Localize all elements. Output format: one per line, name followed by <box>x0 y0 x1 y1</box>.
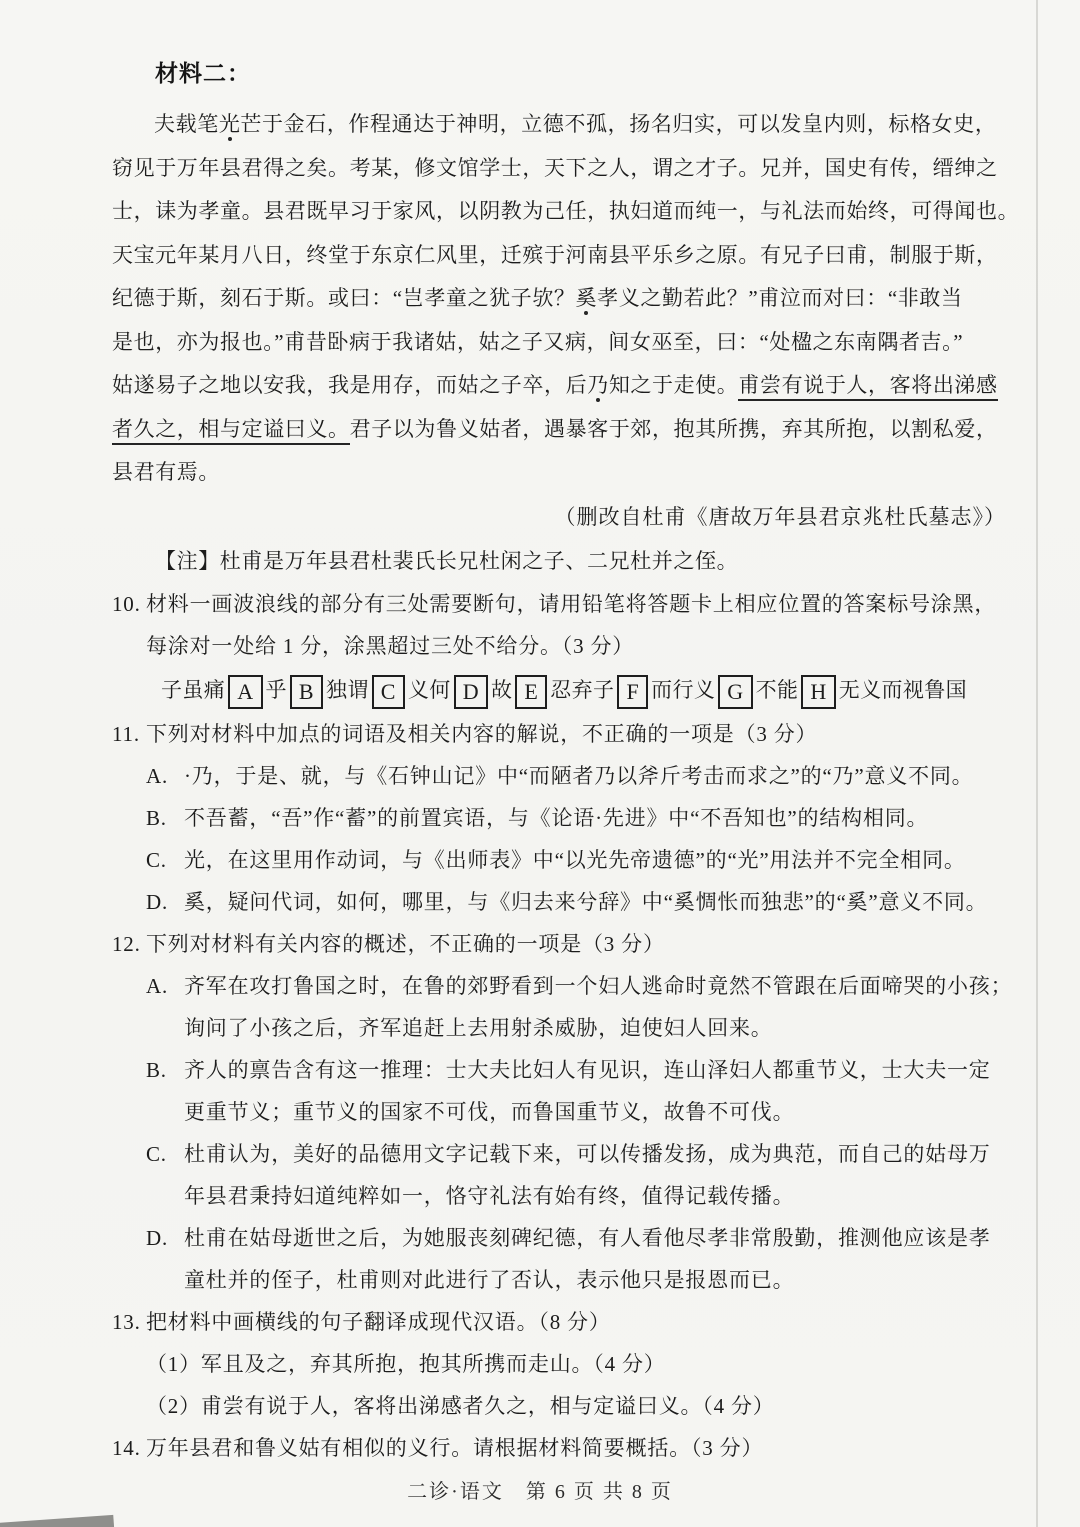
question-stem: 下列对材料有关内容的概述，不正确的一项是（3 分） <box>146 931 665 956</box>
text-run: 故 <box>490 677 513 702</box>
text-run: 孝义之勤若此？”甫泣而对曰：“非敢当 <box>597 286 963 310</box>
text-run: 独谓 <box>325 677 369 702</box>
option-c <box>146 839 1014 881</box>
text-run: 义何 <box>407 677 451 702</box>
question-number: 14. <box>112 1435 141 1460</box>
page-footer: 二诊·语文 第 6 页 共 8 页 <box>407 1481 673 1503</box>
option-label: B. <box>146 805 167 830</box>
question-10 <box>112 583 1014 713</box>
dotted-word: 光 <box>218 112 241 136</box>
question-body <box>146 1301 1014 1427</box>
option-text-line: 更重节义；重节义的国家不可伐，而鲁国重节义，故鲁不可伐。 <box>184 1099 795 1124</box>
option-text-line: 询问了小孩之后，齐军追赶上去用射杀威胁，迫使妇人回来。 <box>184 1015 773 1040</box>
text-run: 县君有焉。 <box>112 460 220 484</box>
text-run: 窃见于万年县君得之矣。考某，修文馆学士，天下之人，谓之才子。兄并，国史有传，缙绅之 <box>112 155 998 180</box>
question-stem: 下列对材料中加点的词语及相关内容的解说，不正确的一项是（3 分） <box>146 721 818 746</box>
passage-note: 【注】杜甫是万年县君杜裴氏长兄杜闲之子、二兄杜并之侄。 <box>155 548 739 573</box>
option-text-line: 年县君秉持妇道纯粹如一，恪守礼法有始有终，值得记载传播。 <box>184 1183 795 1208</box>
source-attribution: （删改自杜甫《唐故万年县君京兆杜氏墓志》） <box>554 504 1006 529</box>
text-run: 是也，亦为报也。”甫昔卧病于我诸姑，姑之子又病，间女巫至，曰：“处楹之东南隅者吉。” <box>112 329 964 354</box>
option-text-line: 光，在这里用作动词，与《出师表》中“以光先帝遗德”的“光”用法并不完全相同。 <box>184 847 966 872</box>
question-body <box>146 713 1014 923</box>
sub-question-2: （2）甫尝有说于人，客将出涕感者久之，相与定谥曰义。（4 分） <box>146 1393 775 1418</box>
question-body <box>146 923 1014 1301</box>
option-text-line: 不吾蓄，“吾”作“蓄”的前置宾语，与《论语·先进》中“不吾知也”的结构相同。 <box>184 805 929 830</box>
option-text-line: 齐人的禀告含有这一推理：士大夫比妇人有见识，连山泽妇人都重节义，士大夫一定 <box>184 1057 991 1082</box>
option-label: B. <box>146 1057 167 1082</box>
text-run: 子虽痛 <box>161 677 226 702</box>
text-run: 芒于金石，作程通达于神明，立德不孤，扬名归实，可以发皇内则，标格女史， <box>240 112 997 136</box>
option-text <box>184 1133 1014 1217</box>
option-label: A. <box>146 763 169 788</box>
answer-letter-box: B <box>290 675 323 709</box>
question-11 <box>112 713 1014 923</box>
text-run: 不能 <box>755 677 799 702</box>
text-run: 士，诔为孝童。县君既早习于家风，以阴教为己任，执妇道而纯一，与礼法而始终，可得闻也。 <box>112 199 1020 223</box>
option-a <box>146 965 1014 1049</box>
passage-line <box>112 364 1014 408</box>
question-number: 12. <box>112 931 141 956</box>
option-b <box>146 1049 1014 1133</box>
question-14 <box>112 1427 1014 1469</box>
passage-line <box>112 103 1014 147</box>
question-text-line: 每涂对一处给 1 分，涂黑超过三处不给分。（3 分） <box>146 633 635 658</box>
question-stem: 万年县君和鲁义姑有相似的义行。请根据材料简要概括。（3 分） <box>146 1435 764 1460</box>
question-text-line: 材料一画波浪线的部分有三处需要断句，请用铅笔将答题卡上相应位置的答案标号涂黑， <box>146 591 997 616</box>
option-label: C. <box>146 847 167 872</box>
text-run: 夫载笔 <box>154 112 219 136</box>
dotted-word: 奚 <box>575 286 598 310</box>
text-run: 知之于走使。 <box>608 373 739 397</box>
option-a <box>146 755 1014 797</box>
page-content <box>112 52 1020 1469</box>
option-text <box>184 839 1014 881</box>
option-text-line: 杜甫在姑母逝世之后，为她服丧刻碑纪德，有人看他尽孝非常殷勤，推测他应该是孝 <box>184 1225 991 1250</box>
question-body <box>146 1427 1014 1469</box>
text-run: 纪德于斯，刻石于斯。或曰：“岂孝童之犹子欤？ <box>112 286 576 310</box>
text-run: 忍弃子 <box>550 677 615 702</box>
sub-question-1: （1）军且及之，弃其所抱，抱其所携而走山。（4 分） <box>146 1351 666 1376</box>
option-text <box>184 881 1014 923</box>
passage-line <box>112 408 1014 452</box>
text-run: 天宝元年某月八日，终堂于东京仁风里，迁殡于河南县平乐乡之原。有兄子曰甫，制服于斯， <box>112 242 998 267</box>
option-text <box>184 965 1014 1049</box>
option-text <box>184 1049 1014 1133</box>
option-text <box>184 755 1014 797</box>
passage-line <box>112 321 1014 365</box>
option-label: D. <box>146 889 169 914</box>
scan-fold-line <box>1036 0 1038 1527</box>
question-number: 11. <box>112 721 140 746</box>
option-text-line: 杜甫认为，美好的品德用文字记载下来，可以传播发扬，成为典范，而自己的姑母万 <box>184 1141 991 1166</box>
dotted-word: 乃 <box>587 373 609 397</box>
question-stem: 把材料中画横线的句子翻译成现代汉语。（8 分） <box>146 1309 611 1334</box>
text-run: 姑遂易子之地以安我，我是用存，而姑之子卒，后 <box>112 373 588 397</box>
passage-line <box>112 190 1020 234</box>
passage-line <box>112 234 1014 278</box>
option-c <box>146 1133 1014 1217</box>
question-13 <box>112 1301 1014 1427</box>
option-b <box>146 797 1014 839</box>
option-label: A. <box>146 973 169 998</box>
question-body <box>146 583 1014 713</box>
answer-letter-box: D <box>454 675 488 709</box>
question-number: 13. <box>112 1309 141 1334</box>
passage-line <box>112 451 1014 495</box>
option-text <box>184 797 1014 839</box>
text-run: 无义而视鲁国 <box>838 677 968 702</box>
option-label: D. <box>146 1225 169 1250</box>
segmentation-sentence <box>161 667 1014 713</box>
question-12 <box>112 923 1014 1301</box>
answer-letter-box: F <box>617 675 648 709</box>
text-run: 乎 <box>265 677 287 702</box>
text-run: 君子以为鲁义姑者，遇暴客于郊，抱其所携，弃其所抱，以割私爱， <box>349 416 998 441</box>
answer-letter-box: G <box>718 675 752 709</box>
underlined-text: 甫尝有说于人，客将出涕感 <box>738 373 997 401</box>
underlined-text: 者久之，相与定谥曰义。 <box>112 417 350 445</box>
question-number: 10. <box>112 591 141 616</box>
option-label: C. <box>146 1141 167 1166</box>
text-run: 而行义 <box>651 677 716 702</box>
option-text <box>184 1217 1014 1301</box>
material-heading: 材料二： <box>155 60 251 86</box>
answer-letter-box: E <box>515 675 547 709</box>
option-text-line: ·乃，于是、就，与《石钟山记》中“而陋者乃以斧斤考击而求之”的“乃”意义不同。 <box>184 763 974 788</box>
option-text-line: 奚，疑问代词，如何，哪里，与《归去来兮辞》中“奚惆怅而独悲”的“奚”意义不同。 <box>184 889 988 914</box>
passage-line <box>112 277 1014 321</box>
scan-corner-shadow <box>0 1515 114 1527</box>
answer-letter-box: C <box>372 675 405 709</box>
answer-letter-box: H <box>801 675 835 709</box>
option-text-line: 童杜并的侄子，杜甫则对此进行了否认，表示他只是报恩而已。 <box>184 1267 795 1292</box>
passage-line <box>112 147 1014 191</box>
answer-letter-box: A <box>228 675 262 709</box>
option-d <box>146 881 1014 923</box>
option-text-line: 齐军在攻打鲁国之时，在鲁的郊野看到一个妇人逃命时竟然不管跟在后面啼哭的小孩； <box>184 973 1013 998</box>
option-d <box>146 1217 1014 1301</box>
